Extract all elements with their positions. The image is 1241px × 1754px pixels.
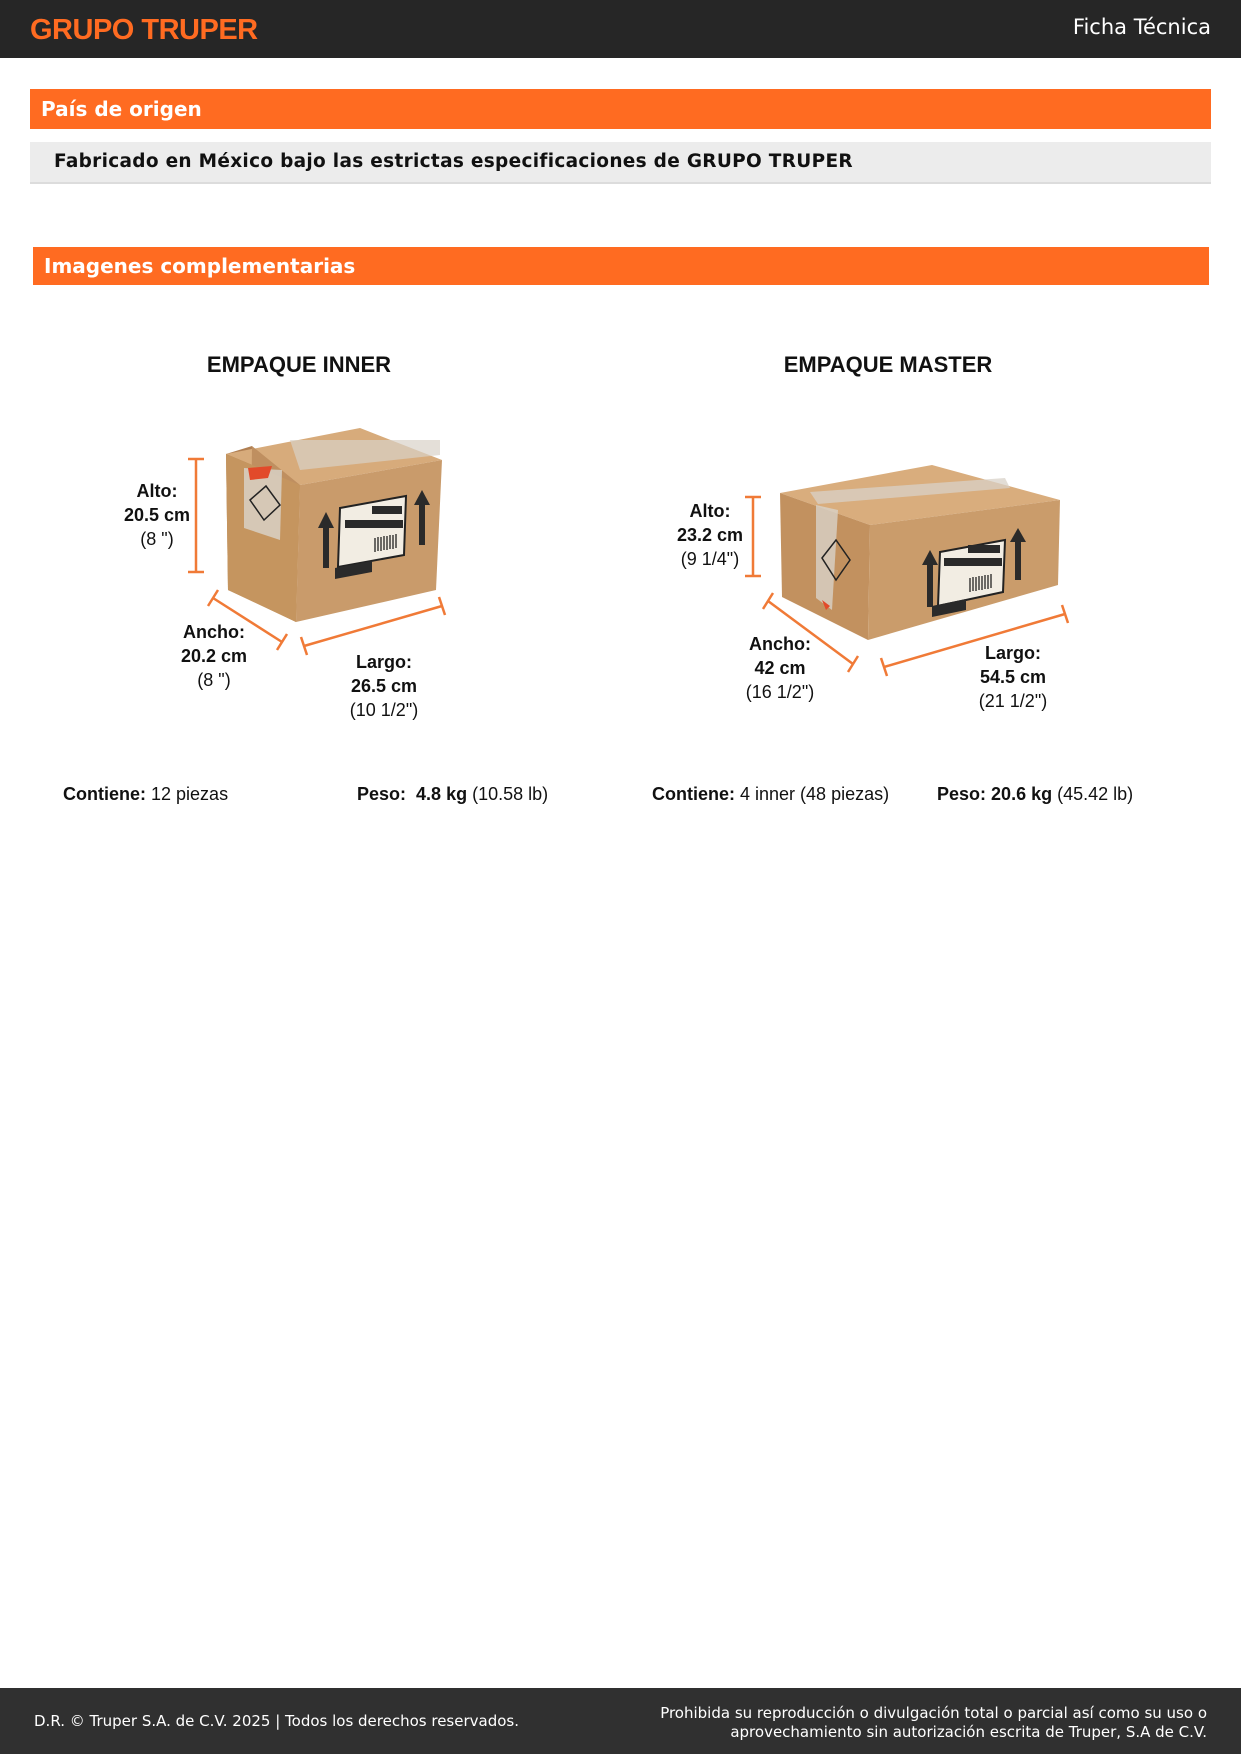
inner-ancho-label: Ancho:	[183, 622, 245, 642]
disclaimer-line-2: aprovechamiento sin autorización escrita de Truper, S.A de C.V.	[730, 1723, 1207, 1741]
inner-alto-cm: 20.5 cm	[123, 505, 191, 525]
master-largo-label: Largo:	[985, 643, 1041, 663]
master-package-title: EMPAQUE MASTER	[783, 352, 993, 377]
inner-peso-label: Peso:	[357, 784, 407, 804]
master-largo-dimension	[963, 641, 1063, 713]
master-alto-cm: 23.2 cm	[676, 525, 744, 545]
images-section-header: Imagenes complementarias	[33, 247, 1209, 285]
inner-peso-info	[357, 784, 548, 805]
master-alto-in: (9 1/4ʺ)	[680, 549, 740, 569]
footer-bar	[0, 1688, 1241, 1754]
inner-ancho-dimension	[164, 620, 264, 692]
inner-package-title: EMPAQUE INNER	[206, 352, 392, 377]
inner-contiene-value: 12 piezas	[151, 784, 229, 804]
grupo-truper-logo: GRUPO TRUPER	[30, 14, 258, 46]
inner-largo-label: Largo:	[356, 652, 412, 672]
disclaimer-text	[647, 1704, 1207, 1742]
master-peso-info	[937, 784, 1133, 805]
inner-peso-lb: (10.58 lb)	[472, 784, 549, 804]
master-box-image	[780, 465, 1060, 640]
master-peso-lb: (45.42 lb)	[1057, 784, 1134, 804]
inner-peso-kg: 4.8 kg	[416, 784, 468, 804]
master-contiene-value: 4 inner (48 piezas)	[740, 784, 890, 804]
master-peso-kg: 20.6 kg	[991, 784, 1053, 804]
origin-section-header: País de origen	[30, 89, 1211, 129]
inner-alto-in: (8 ʺ)	[140, 529, 174, 549]
disclaimer-line-1: Prohibida su reproducción o divulgación total o parcial así como su uso o	[660, 1704, 1207, 1722]
inner-ancho-in: (8 ʺ)	[197, 670, 231, 690]
document-title: Ficha Técnica	[1072, 15, 1211, 39]
master-alto-dimension	[660, 499, 760, 571]
master-contiene-info	[652, 784, 889, 805]
master-ancho-label: Ancho:	[749, 634, 811, 654]
master-ancho-in: (16 1/2ʺ)	[745, 682, 815, 702]
inner-ancho-cm: 20.2 cm	[180, 646, 248, 666]
master-peso-label: Peso:	[937, 784, 987, 804]
copyright-text: D.R. © Truper S.A. de C.V. 2025 | Todos los derechos reservados.	[34, 1712, 519, 1730]
master-contiene-label: Contiene:	[652, 784, 735, 804]
inner-largo-in: (10 1/2ʺ)	[349, 700, 419, 720]
inner-alto-label: Alto:	[136, 481, 178, 501]
master-ancho-cm: 42 cm	[754, 658, 806, 678]
inner-largo-dimension	[334, 650, 434, 722]
inner-largo-cm: 26.5 cm	[350, 676, 418, 696]
inner-box-image	[226, 428, 442, 622]
master-largo-in: (21 1/2ʺ)	[978, 691, 1048, 711]
master-ancho-dimension	[730, 632, 830, 704]
inner-alto-dimension	[107, 479, 207, 551]
master-alto-label: Alto:	[689, 501, 731, 521]
inner-contiene-label: Contiene:	[63, 784, 146, 804]
origin-text: Fabricado en México bajo las estrictas especificaciones de GRUPO TRUPER	[54, 151, 853, 172]
inner-contiene-info	[63, 784, 228, 805]
master-largo-cm: 54.5 cm	[979, 667, 1047, 687]
